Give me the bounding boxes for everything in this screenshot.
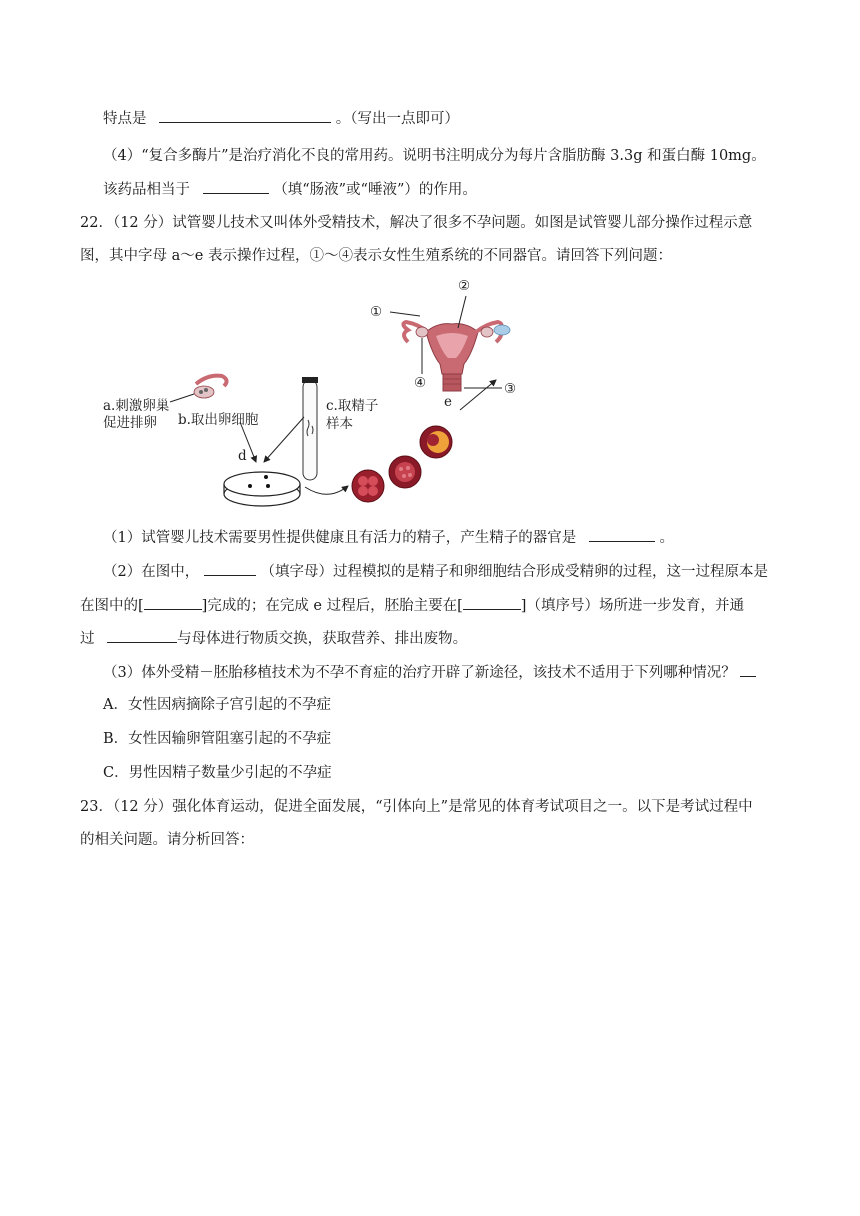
label-organ-1: ① <box>370 304 383 320</box>
q22-part3 <box>103 662 756 683</box>
answer-blank[interactable] <box>740 662 756 677</box>
label-c-line2: 样本 <box>326 416 353 432</box>
q23-stem-line2: 的相关问题。请分析回答： <box>80 832 254 848</box>
arrow-embryo-to-uterus <box>460 380 496 410</box>
option-c[interactable]: C．男性因精子数量少引起的不孕症 <box>103 765 332 781</box>
answer-blank[interactable] <box>589 527 655 542</box>
arrow-dish-to-embryo <box>305 486 348 494</box>
q21-part4-suffix: （填“肠液”或“唾液”）的作用。 <box>273 182 477 198</box>
q22-part2-line1 <box>103 561 768 582</box>
q21-trait-suffix: 。（写出一点即可） <box>335 111 459 127</box>
label-a-line1: a.刺激卵巢 <box>103 398 170 414</box>
q22-part2-a: （2）在图中， <box>103 564 200 580</box>
label-a-line2: 促进排卵 <box>103 415 157 431</box>
embryo-4-cell <box>352 470 384 502</box>
ivf-process-diagram <box>100 272 540 507</box>
answer-blank[interactable] <box>144 595 202 610</box>
label-d: d <box>238 448 247 464</box>
label-b: b.取出卵细胞 <box>178 412 259 428</box>
q22-part2-line2 <box>80 595 744 616</box>
label-organ-4: ④ <box>414 375 427 391</box>
label-organ-3: ③ <box>504 381 517 397</box>
q21-part4-line2 <box>103 179 477 200</box>
q22-part1 <box>103 527 674 548</box>
embryo-blastocyst <box>420 426 452 458</box>
label-c-line1: c.取精子 <box>326 398 379 414</box>
label-e: e <box>444 394 452 410</box>
q21-part4-prefix: 该药品相当于 <box>103 182 190 198</box>
q22-part2-line3 <box>80 628 467 649</box>
answer-blank[interactable] <box>159 108 331 123</box>
q22-part2-b: （填字母）过程模拟的是精子和卵细胞结合形成受精卵的过程，这一过程原本是 <box>260 564 768 580</box>
q22-part2-g: 与母体进行物质交换，获取营养、排出废物。 <box>177 631 468 647</box>
answer-blank[interactable] <box>107 628 177 643</box>
label-organ-2: ② <box>458 278 471 294</box>
answer-blank[interactable] <box>203 179 269 194</box>
q22-stem-line1: 22．（12 分）试管婴儿技术又叫体外受精技术，解决了很多不孕问题。如图是试管婴儿部分操作过程示意 <box>80 215 753 231</box>
q22-part2-d: ]完成的；在完成 e 过程后，胚胎主要在[ <box>201 598 463 614</box>
q21-trait-line <box>103 108 459 129</box>
q22-part1-prefix: （1）试管婴儿技术需要男性提供健康且有活力的精子，产生精子的器官是 <box>103 530 577 546</box>
q21-trait-prefix: 特点是 <box>103 111 147 127</box>
q22-part2-f: 过 <box>80 631 95 647</box>
ovary-illustration <box>170 376 227 402</box>
arrow-sperm-to-dish <box>264 417 304 462</box>
q22-part3-text: （3）体外受精－胚胎移植技术为不孕不育症的治疗开辟了新途径，该技术不适用于下列哪种情况？ <box>103 665 736 681</box>
option-b[interactable]: B．女性因输卵管阻塞引起的不孕症 <box>103 731 332 747</box>
answer-blank[interactable] <box>204 561 256 576</box>
q22-part2-e: ]（填序号）场所进一步发育，并通 <box>520 598 744 614</box>
q22-part2-c: 在图中的[ <box>80 598 144 614</box>
q21-part4-line1: （4）“复合多酶片”是治疗消化不良的常用药。说明书注明成分为每片含脂肪酶 3.3g 和蛋白酶 10mg。 <box>103 148 766 164</box>
petri-dish <box>224 472 300 506</box>
option-a[interactable]: A．女性因病摘除子宫引起的不孕症 <box>103 697 331 713</box>
embryo-morula <box>389 456 421 488</box>
q23-stem-line1: 23．（12 分）强化体育运动，促进全面发展，“引体向上”是常见的体育考试项目之一。以下是考试过程中 <box>80 799 753 815</box>
sperm-test-tube <box>302 377 318 480</box>
q22-part1-suffix: 。 <box>659 530 674 546</box>
answer-blank[interactable] <box>463 595 521 610</box>
q22-stem-line2: 图，其中字母 a～e 表示操作过程，①～④表示女性生殖系统的不同器官。请回答下列问题： <box>80 248 672 264</box>
